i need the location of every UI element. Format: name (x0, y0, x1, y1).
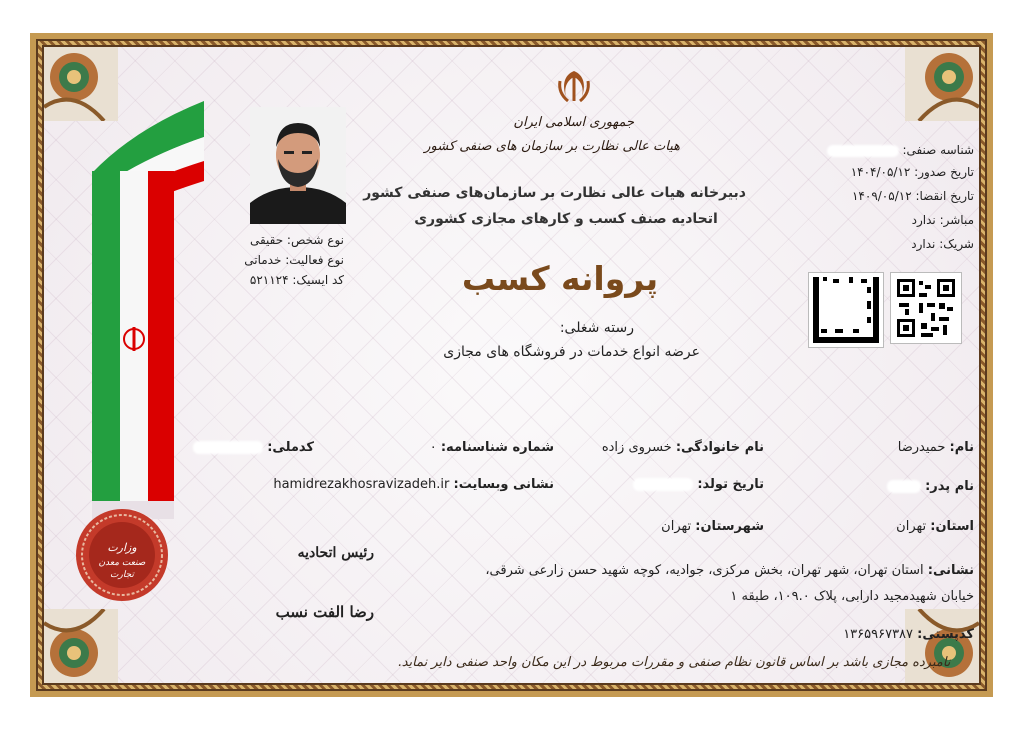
occupation-value: عرضه انواع خدمات در فروشگاه های مجازی (443, 344, 700, 360)
activity-type: نوع فعالیت: خدماتی (244, 253, 344, 267)
corner-ornament-bottom-right (905, 609, 979, 683)
footer-note: نامبرده مجازی باشد بر اساس قانون نظام صنفی و مقررات مربوط در این مکان واحد صنفی دایر نماید. (397, 655, 951, 670)
province-field: استان: تهران (896, 519, 974, 534)
qr-code (890, 272, 962, 344)
partner: شریک: ندارد (911, 237, 974, 251)
issue-date: تاریخ صدور: ۱۴۰۴/۰۵/۱۲ (850, 165, 974, 179)
svg-text:وزارت: وزارت (107, 541, 137, 554)
iran-emblem-icon (554, 67, 594, 107)
applicant-photo (250, 107, 346, 224)
occupation-label: رسته شغلی: (559, 320, 634, 336)
expiry-date: تاریخ انقضا: ۱۴۰۹/۰۵/۱۲ (851, 189, 974, 203)
isic-code: کد ایسیک: ۵۲۱۱۲۴ (249, 273, 344, 287)
board-line: هیات عالی نظارت بر سازمان های صنفی کشور (424, 139, 680, 154)
national-code-field: کدملی: (194, 440, 314, 455)
certificate-title: پروانه کسب (461, 259, 659, 298)
address-field: نشانی: استان تهران، شهر تهران، بخش مرکزی، جوادیه، کوچه شهید حسن زارعی شرقی، (485, 563, 974, 578)
name-field: نام: حمیدرضا (897, 440, 974, 455)
family-field: نام خانوادگی: خسروی زاده (601, 440, 764, 455)
person-type: نوع شخص: حقیقی (249, 233, 344, 247)
corner-ornament-top-right (905, 47, 979, 121)
id-number-field: شماره شناسنامه: ۰ (429, 440, 554, 455)
svg-text:صنعت معدن: صنعت معدن (98, 558, 146, 568)
union-title: اتحادیه صنف کسب و کارهای مجازی کشوری (414, 211, 718, 227)
ministry-seal (74, 507, 170, 603)
manager: مباشر: ندارد (911, 213, 974, 227)
postal-code-field: کدپستی: ۱۳۶۵۹۶۷۳۸۷ (843, 627, 974, 642)
birth-date-field: تاریخ تولد: (614, 477, 764, 492)
secretariat-title: دبیرخانه هیات عالی نظارت بر سازمان‌های صنفی کشور (363, 185, 746, 201)
corner-ornament-bottom-left (44, 609, 118, 683)
father-field: نام پدر: (874, 479, 974, 494)
republic-line: جمهوری اسلامی ایران (513, 115, 634, 130)
website-field: نشانی وبسایت: hamidrezakhosravizadeh.ir (273, 477, 554, 492)
svg-text:تجارت: تجارت (110, 570, 134, 580)
address-line-2: خیابان شهیدمجید دارابی، پلاک ۱۰۹.۰، طبقه ۱ (730, 589, 974, 604)
signatory-role: رئیس اتحادیه (297, 545, 374, 561)
certificate-body (44, 47, 979, 683)
qr-code-partial (808, 272, 884, 348)
signatory-name: رضا الفت نسب (275, 603, 374, 621)
flag-ribbon (74, 99, 204, 519)
city-field: شهرستان: تهران (661, 519, 764, 534)
guild-id: شناسه صنفی: (854, 143, 974, 157)
certificate-frame (30, 33, 993, 697)
